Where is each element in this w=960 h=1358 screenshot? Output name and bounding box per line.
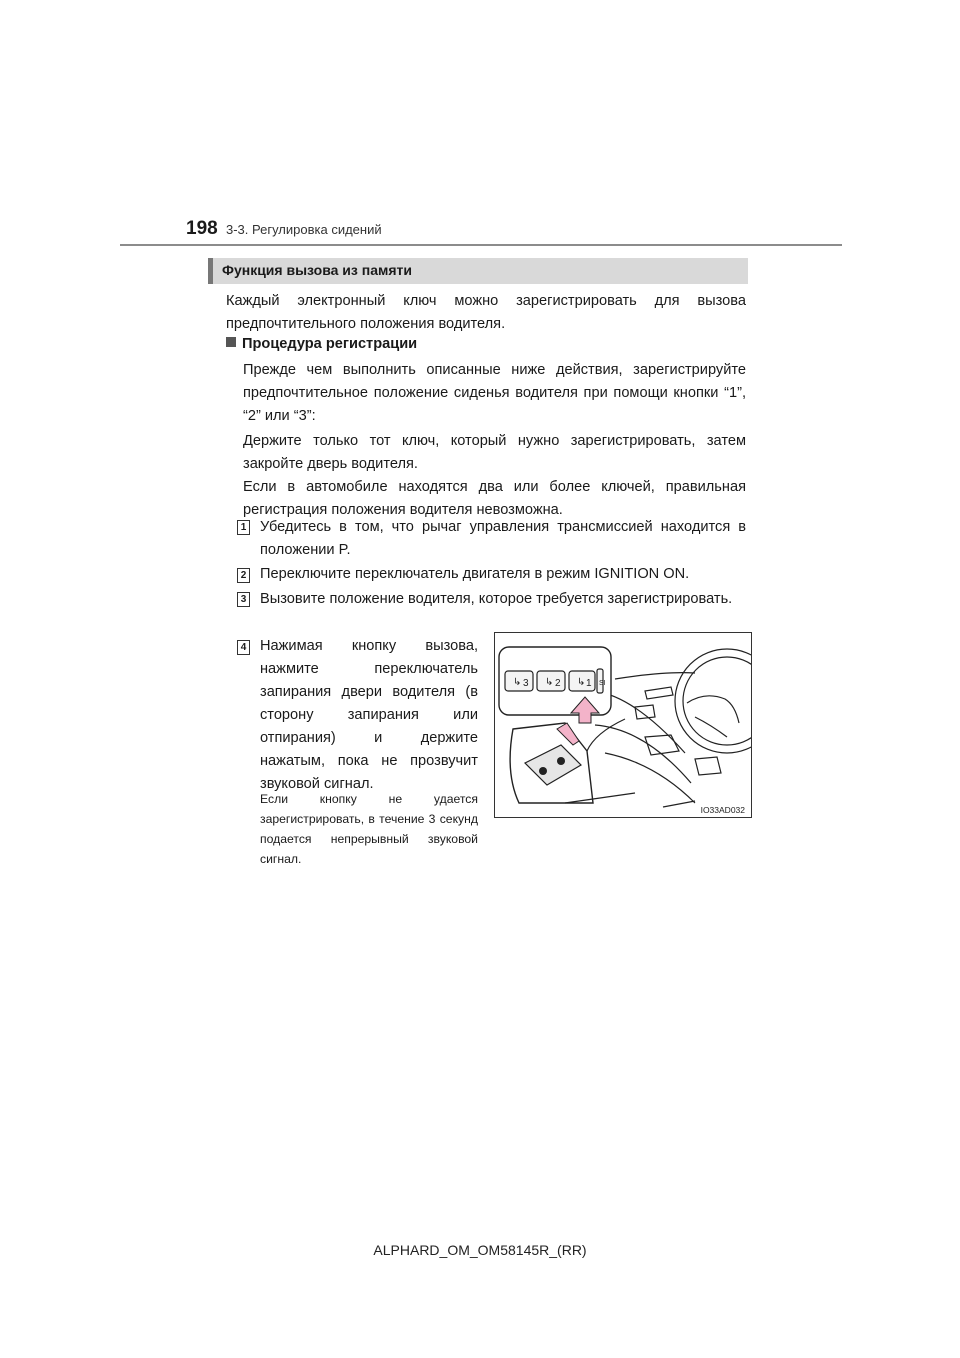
section-intro: Каждый электронный ключ можно зарегистрировать для вызова предпочтительного положения водителя.: [226, 293, 746, 332]
page-number: 198: [186, 218, 218, 239]
svg-text:↳: ↳: [577, 677, 586, 688]
procedure-heading-text: Процедура регистрации: [242, 336, 418, 352]
steering-wheel-icon: [675, 649, 751, 753]
step-text: Вызовите положение водителя, которое требуется зарегистрировать.: [260, 591, 733, 607]
procedure-paragraph-2: Держите только тот ключ, который нужно зарегистрировать, затем закройте дверь водителя.: [243, 433, 746, 472]
svg-text:↳: ↳: [545, 677, 554, 688]
procedure-paragraph-3: Если в автомобиле находятся два или более ключей, правильная регистрация положения водителя невозможна.: [243, 479, 746, 518]
section-title: Функция вызова из памяти: [222, 262, 412, 278]
chapter-title: 3-3. Регулировка сидений: [226, 222, 382, 237]
figure-label: IO33AD032: [700, 805, 745, 815]
step-number: 1: [237, 520, 250, 535]
svg-text:↳: ↳: [513, 677, 522, 688]
button-label: SI: [599, 680, 606, 687]
square-bullet-icon: [226, 337, 236, 347]
procedure-heading: [226, 336, 417, 352]
figure-door-switch: [494, 632, 752, 818]
footer-doc-code: ALPHARD_OM_OM58145R_(RR): [373, 1242, 587, 1258]
note-text: Если кнопку не удается зарегистрировать, в течение 3 секунд подается непрерывный звуковой сигнал.: [260, 792, 478, 866]
button-label: 2: [555, 678, 561, 689]
step-text: Нажимая кнопку вызова, нажмите переключатель запирания двери водителя (в сторону запирания или отпирания) и держите нажатым, пока не прозвучит звуковой сигнал.: [260, 638, 478, 792]
step-number: 3: [237, 592, 250, 607]
header-rule: [120, 244, 842, 246]
step-text: Переключите переключатель двигателя в режим IGNITION ON.: [260, 566, 690, 582]
step-number: 2: [237, 568, 250, 583]
section-heading: [208, 258, 748, 284]
step-text: Убедитесь в том, что рычаг управления трансмиссией находится в положении P.: [260, 519, 746, 558]
step-number: 4: [237, 640, 250, 655]
button-label: 1: [586, 678, 592, 689]
procedure-paragraph-1: Прежде чем выполнить описанные ниже действия, зарегистрируйте предпочтительное положение сиденья водителя при помощи кнопки “1”, “2” или “3”:: [243, 362, 746, 424]
button-label: 3: [523, 678, 529, 689]
door-panel-illustration: [495, 633, 751, 817]
section-heading-bar: [208, 258, 213, 284]
